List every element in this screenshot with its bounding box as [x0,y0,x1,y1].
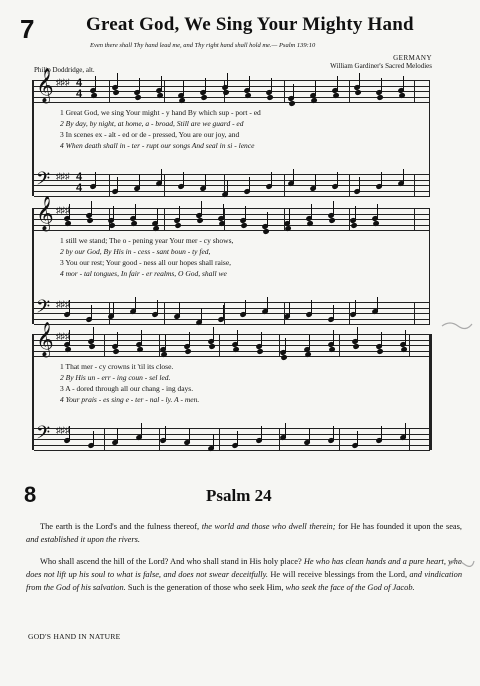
note-head [88,343,95,349]
note-stem [135,297,136,311]
note-stem [183,81,184,95]
note-head [108,222,115,228]
note-stem [157,209,158,223]
staff-line [34,319,430,320]
note-stem [293,169,294,183]
hymn-title: Great God, We Sing Your Mighty Hand [86,14,414,35]
note-stem [271,172,272,186]
bass-clef-icon: 𝄢 [36,422,51,447]
note-stem [139,174,140,188]
psalm-number: 8 [24,482,37,507]
staff-line [34,324,430,325]
note-stem [357,431,358,445]
staff-line [34,196,430,197]
note-stem [381,332,382,346]
note-stem [69,426,70,440]
note-head [354,89,361,95]
lyric-line: 3 You our rest; Your good - ness all our hopes shall raise, [60,258,232,267]
barline [414,302,415,324]
note-stem [245,206,246,220]
treble-clef-icon: 𝄞 [36,197,54,230]
system-brace [32,334,34,450]
note-stem [227,180,228,194]
lyric-line: 1 Great God, we sing Your might - y hand By which sup - port - ed [60,108,261,117]
note-stem [289,302,290,316]
note-head [266,94,273,100]
barline [414,80,415,102]
note-stem [189,428,190,442]
barline [339,428,340,450]
staff-line [34,356,430,357]
barline [164,302,165,324]
note-head [86,217,93,223]
staff-line [34,102,430,103]
note-stem [117,428,118,442]
barline [349,80,350,102]
bass-clef-icon: 𝄢 [36,296,51,321]
barline [409,334,410,356]
note-head [112,89,119,95]
note-stem [237,330,238,344]
final-barline [429,334,432,450]
key-signature-icon: ♯♯♯ [56,331,70,341]
note-stem [213,434,214,448]
note-stem [141,330,142,344]
note-head [280,354,287,360]
lyric-line: 1 still we stand; The o - pening year Your mer - cy shows, [60,236,234,245]
staff-line [34,428,430,429]
note-stem [355,300,356,314]
note-stem [93,431,94,445]
note-stem [93,327,94,341]
tune-source: William Gardiner's Sacred Melodies [330,62,432,70]
note-stem [355,206,356,220]
key-signature-icon: ♯♯♯ [56,299,70,309]
bass-clef-icon: 𝄢 [36,168,51,193]
note-head [262,228,269,234]
staff-line [34,351,430,352]
note-stem [223,305,224,319]
note-stem [69,300,70,314]
lyric-line: 2 by our God, By His in - cess - sant boun - ty fed, [60,247,211,256]
note-stem [357,327,358,341]
note-stem [179,206,180,220]
psalm-paragraph-2 [26,555,462,594]
barline [284,302,285,324]
note-stem [91,305,92,319]
note-stem [179,302,180,316]
barline [164,80,165,102]
note-stem [249,76,250,90]
note-stem [95,172,96,186]
staff-line [34,191,430,192]
staff-line [34,225,430,226]
note-stem [139,78,140,92]
note-stem [261,332,262,346]
barline [284,80,285,102]
note-stem [117,332,118,346]
tune-name: GERMANY [393,54,432,62]
note-stem [201,201,202,215]
final-barline [429,208,430,324]
note-stem [157,300,158,314]
note-stem [381,426,382,440]
note-stem [69,204,70,218]
barline [219,334,220,356]
staff-line [34,80,430,81]
note-stem [161,169,162,183]
note-stem [377,204,378,218]
staff-line [34,180,430,181]
note-head [352,343,359,349]
note-stem [293,84,294,98]
note-stem [227,73,228,87]
note-stem [117,73,118,87]
staff-line [34,174,430,175]
note-stem [333,201,334,215]
note-stem [311,300,312,314]
lyric-line: 3 In scenes ex - alt - ed or de - pressed, You are our joy, and [60,130,240,139]
barline [349,174,350,196]
hymn-author: Philip Doddridge, alt. [34,66,95,74]
note-stem [309,335,310,349]
note-head [350,222,357,228]
final-barline [429,80,430,196]
lyric-line: 4 When death shall in - ter - rupt our songs And seal in si - lence [60,141,255,150]
note-stem [381,172,382,186]
note-stem [183,172,184,186]
staff-line [34,230,430,231]
lyric-line: 4 Your prais - es sing e - ter - nal - ly. A - men. [60,395,200,404]
treble-clef-icon: 𝄞 [36,69,54,102]
psalm-paragraph-1 [26,520,462,546]
note-head [376,348,383,354]
note-stem [405,423,406,437]
note-stem [359,73,360,87]
note-stem [381,78,382,92]
note-stem [165,335,166,349]
psalm-text-segment: who seek the face of the God of Jacob. [285,583,415,592]
note-stem [271,78,272,92]
psalm-title: Psalm 24 [206,486,272,505]
note-head [174,222,181,228]
note-head [208,343,215,349]
barline [219,428,220,450]
note-stem [267,297,268,311]
note-stem [249,177,250,191]
note-stem [237,431,238,445]
tune-info [330,54,432,70]
treble-clef-icon: 𝄞 [36,323,54,356]
note-head [288,100,295,106]
time-signature: 4 4 [76,77,83,100]
hymn-scripture: Even there shall Thy hand lead me, and Thy right hand shall hold me.— Psalm 139:10 [90,42,316,49]
psalm-text-segment: He who has clean hands and a pure heart, who does not lift up his soul to what is false, and does not swear deceitfully. [26,557,462,579]
note-head [256,348,263,354]
psalm-text-segment: Who shall ascend the hill of the Lord? And who shall stand in His holy place? [40,557,304,566]
psalm-text-segment: for He has founded it upon the seas, [335,522,462,531]
note-stem [311,204,312,218]
barline [409,428,410,450]
hymn-number: 7 [20,14,35,44]
note-stem [261,426,262,440]
note-stem [69,330,70,344]
psalm-text-segment: the world and those who dwell therein; [201,522,336,531]
staff-line [34,302,430,303]
barline [109,80,110,102]
note-stem [333,305,334,319]
key-signature-icon: ♯♯♯ [56,77,70,87]
note-stem [165,426,166,440]
barline [284,174,285,196]
note-stem [245,300,246,314]
note-head [376,94,383,100]
note-head [196,217,203,223]
margin-mark [446,556,476,572]
note-stem [309,428,310,442]
note-stem [289,209,290,223]
note-stem [91,201,92,215]
note-head [222,89,229,95]
psalm-text-segment: Such is the generation of those who seek Him, [125,583,286,592]
note-stem [189,332,190,346]
staff-line [34,86,430,87]
note-stem [337,172,338,186]
barline [104,428,105,450]
barline [164,208,165,230]
lyric-line: 1 That mer - cy crowns it 'til its close. [60,362,174,371]
note-stem [117,177,118,191]
key-signature-icon: ♯♯♯ [56,205,70,215]
staff-line [34,450,430,451]
note-stem [337,76,338,90]
time-signature: 4 4 [76,171,83,194]
lyric-line: 3 A - dored through all our chang - ing days. [60,384,194,393]
barline [224,302,225,324]
note-head [134,94,141,100]
barline [104,334,105,356]
barline [109,174,110,196]
lyric-line: 4 mor - tal tongues, In fair - er realms, O God, shall we [60,269,227,278]
note-stem [95,76,96,90]
note-stem [403,76,404,90]
barline [164,174,165,196]
note-stem [285,423,286,437]
note-stem [285,338,286,352]
note-stem [333,330,334,344]
note-stem [205,174,206,188]
note-stem [403,169,404,183]
note-stem [405,330,406,344]
note-stem [333,426,334,440]
psalm-text-segment: and vindication from the God of his salvation. [26,570,463,592]
psalm-text-segment: He will receive blessings from the Lord, [267,570,410,579]
note-stem [315,174,316,188]
psalm-text-segment: and established it upon the rivers. [26,535,140,544]
note-stem [205,78,206,92]
note-stem [223,204,224,218]
page-footer: GOD'S HAND IN NATURE [28,632,121,641]
key-signature-icon: ♯♯♯ [56,425,70,435]
staff-line [34,308,430,309]
note-stem [267,212,268,226]
staff-line [34,208,430,209]
note-stem [201,308,202,322]
system-brace [32,208,34,324]
key-signature-icon: ♯♯♯ [56,171,70,181]
note-stem [113,206,114,220]
note-stem [161,76,162,90]
psalm-text-segment: The earth is the Lord's and the fulness thereof, [40,522,202,531]
lyric-line: 2 By His un - err - ing coun - sel led. [60,373,171,382]
barline [159,334,160,356]
note-stem [359,177,360,191]
barline [414,208,415,230]
lyric-line: 2 By day, by night, at home, a - broad, Still are we guard - ed [60,119,244,128]
margin-mark [440,318,474,332]
note-stem [377,297,378,311]
note-stem [213,327,214,341]
system-brace [32,80,34,196]
note-head [240,222,247,228]
note-head [328,217,335,223]
note-stem [141,423,142,437]
note-head [112,348,119,354]
note-head [200,94,207,100]
note-stem [113,302,114,316]
barline [414,174,415,196]
staff-line [34,313,430,314]
barline [339,334,340,356]
note-head [184,348,191,354]
staff-line [34,214,430,215]
note-stem [315,81,316,95]
note-stem [135,204,136,218]
